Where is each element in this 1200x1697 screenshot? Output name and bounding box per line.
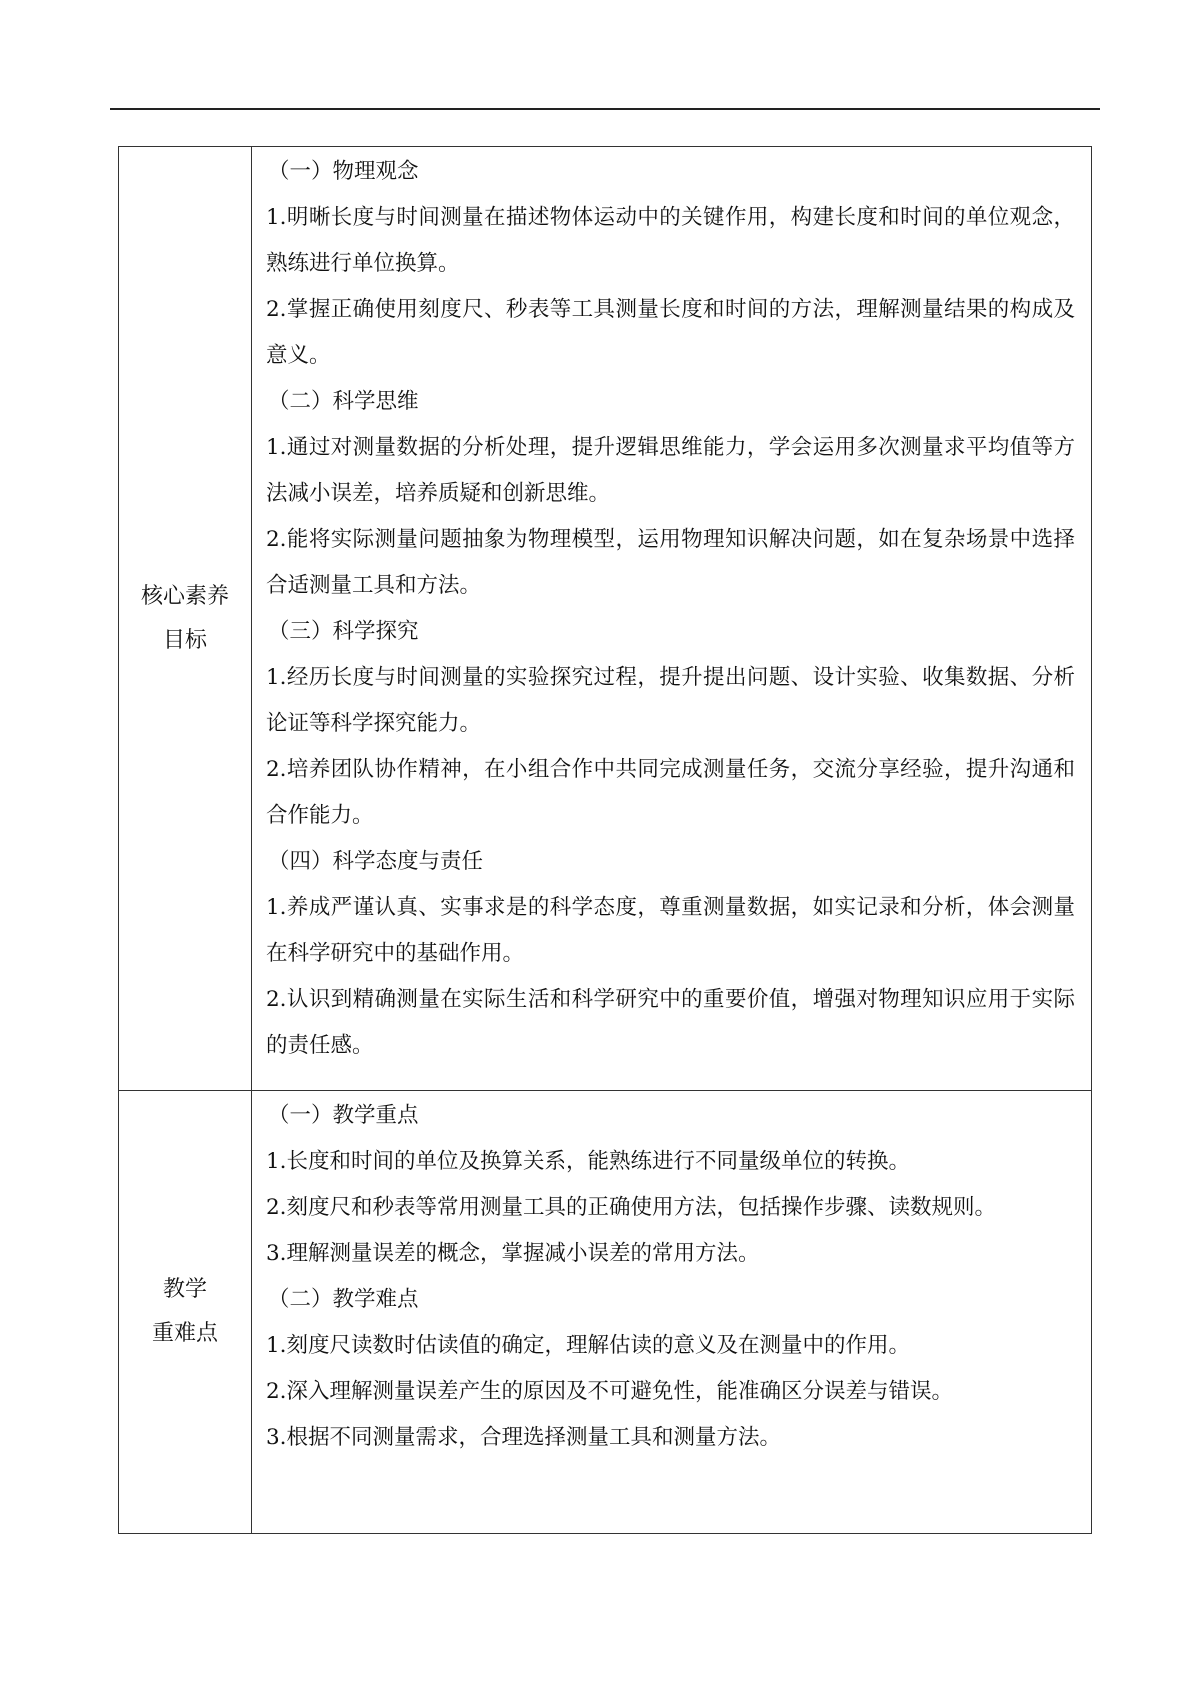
row-content-teaching-key-points: [252, 1091, 1092, 1534]
table-row-core-literacy-goals: [119, 147, 1092, 1091]
list-item: 2.认识到精确测量在实际生活和科学研究中的重要价值，增强对物理知识应用于实际的责任感。: [266, 987, 1075, 1058]
row-label-line: 教学: [162, 1277, 207, 1302]
row-label-teaching-key-points: [119, 1091, 252, 1534]
list-item: 1.养成严谨认真、实事求是的科学态度，尊重测量数据，如实记录和分析，体会测量在科学研究中的基础作用。: [266, 895, 1075, 966]
table-row-teaching-key-points: [119, 1091, 1092, 1534]
section-heading: （二）科学思维: [268, 389, 419, 414]
list-item: 2.深入理解测量误差产生的原因及不可避免性，能准确区分误差与错误。: [266, 1379, 954, 1404]
list-item: 2.能将实际测量问题抽象为物理模型，运用物理知识解决问题，如在复杂场景中选择合适测量工具和方法。: [266, 527, 1075, 598]
header-rule: [110, 108, 1100, 110]
list-item: 1.明晰长度与时间测量在描述物体运动中的关键作用，构建长度和时间的单位观念，熟练进行单位换算。: [266, 205, 1075, 276]
row-content-core-literacy-goals: [252, 147, 1092, 1091]
section-heading: （一）教学重点: [268, 1103, 419, 1128]
list-item: 3.理解测量误差的概念，掌握减小误差的常用方法。: [266, 1241, 760, 1266]
section-heading: （一）物理观念: [268, 159, 419, 184]
row-label-line: 目标: [162, 627, 207, 653]
list-item: 1.刻度尺读数时估读值的确定，理解估读的意义及在测量中的作用。: [266, 1333, 911, 1358]
row-label-core-literacy-goals: [119, 147, 252, 1091]
list-item: 1.经历长度与时间测量的实验探究过程，提升提出问题、设计实验、收集数据、分析论证等科学探究能力。: [266, 665, 1075, 736]
list-item: 2.培养团队协作精神，在小组合作中共同完成测量任务，交流分享经验，提升沟通和合作能力。: [266, 757, 1075, 828]
list-item: 2.掌握正确使用刻度尺、秒表等工具测量长度和时间的方法，理解测量结果的构成及意义。: [266, 297, 1075, 368]
section-heading: （四）科学态度与责任: [268, 849, 484, 874]
list-item: 2.刻度尺和秒表等常用测量工具的正确使用方法，包括操作步骤、读数规则。: [266, 1195, 997, 1220]
lesson-plan-table: [118, 146, 1092, 1534]
list-item: 1.通过对测量数据的分析处理，提升逻辑思维能力，学会运用多次测量求平均值等方法减小误差，培养质疑和创新思维。: [266, 435, 1075, 506]
row-label-line: 重难点: [151, 1321, 218, 1346]
list-item: 3.根据不同测量需求，合理选择测量工具和测量方法。: [266, 1425, 782, 1450]
section-heading: （三）科学探究: [268, 619, 419, 644]
row-label-line: 核心素养: [140, 583, 229, 609]
section-heading: （二）教学难点: [268, 1287, 419, 1312]
list-item: 1.长度和时间的单位及换算关系，能熟练进行不同量级单位的转换。: [266, 1149, 911, 1174]
